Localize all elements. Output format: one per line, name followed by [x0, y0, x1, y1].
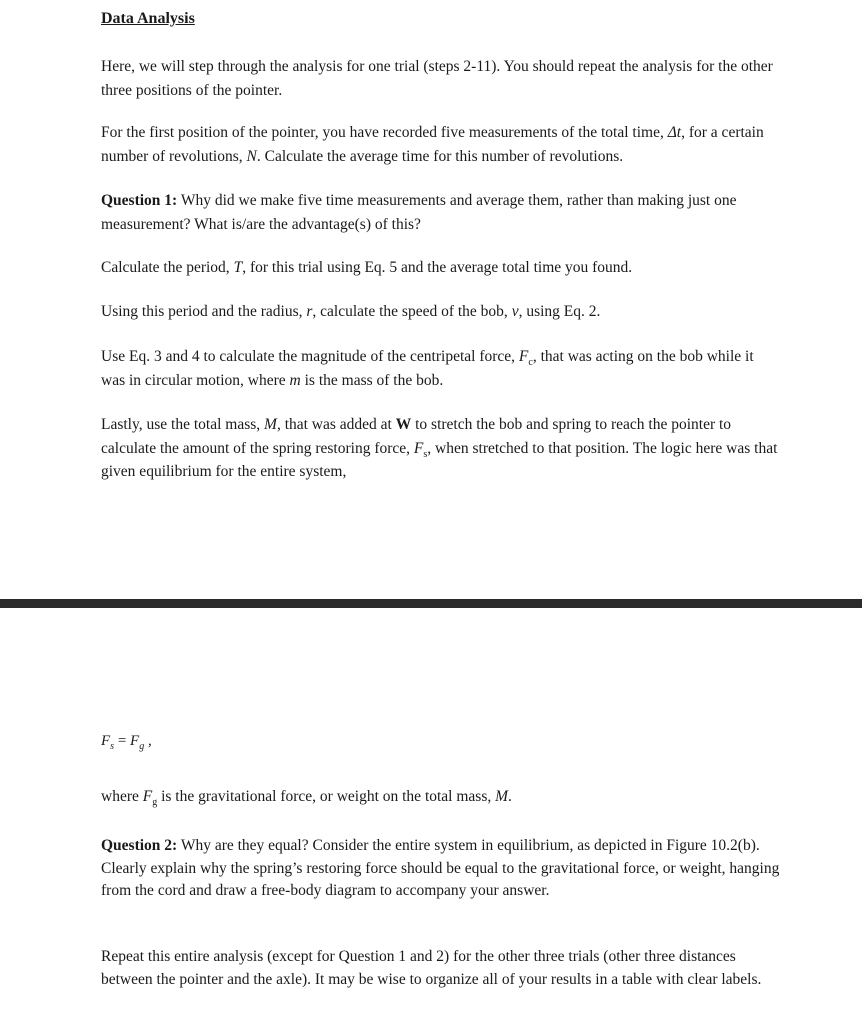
page-divider: [0, 599, 862, 608]
question-2-label: Question 2:: [101, 837, 178, 854]
equilibrium-equation: $F_s = F_g$ ,: [101, 733, 152, 752]
question-1-label: Question 1:: [101, 192, 178, 209]
section-heading: Data Analysis: [101, 10, 195, 27]
question-1: Question 1: Why did we make five time measurements and average them, rather than making just one measurement? What is/are the advantage(s) of this?: [101, 192, 737, 233]
centripetal-force-paragraph: Use Eq. 3 and 4 to calculate the magnitude of the centripetal force, $F_c$, that was acting on the bob while it was in circular motion, where m is the mass of the bob.: [101, 348, 754, 389]
spring-force-paragraph: Lastly, use the total mass, M, that was added at W to stretch the bob and spring to reach the pointer to calculate the amount of the spring restoring force, $F_s$, when stretched to that position. The logic here was that given equilibrium for the entire system,: [101, 416, 778, 480]
repeat-analysis-paragraph: Repeat this entire analysis (except for Question 1 and 2) for the other three trials (other three distances between the pointer and the axle). It may be wise to organize all of your results in a table with clear labels.: [101, 948, 762, 988]
gravitational-force-paragraph: where $F_g$ is the gravitational force, or weight on the total mass, M.: [101, 788, 512, 808]
question-2: Question 2: Why are they equal? Consider the entire system in equilibrium, as depicted in Figure 10.2(b). Clearly explain why the spring’s restoring force should be equal to the gravitational force, or weight, hanging from the cord and draw a free-body diagram to accompany your answer.: [101, 837, 780, 899]
speed-paragraph: Using this period and the radius, r, calculate the speed of the bob, v, using Eq. 2.: [101, 303, 601, 320]
period-paragraph: Calculate the period, T, for this trial using Eq. 5 and the average total time you found.: [101, 259, 633, 276]
intro-paragraph: Here, we will step through the analysis for one trial (steps 2-11). You should repeat the analysis for the other three positions of the pointer.: [101, 58, 773, 99]
average-time-paragraph: For the first position of the pointer, you have recorded five measurements of the total time, Δt, for a certain number of revolutions, N. Calculate the average time for this number of revolutions.: [101, 124, 764, 165]
